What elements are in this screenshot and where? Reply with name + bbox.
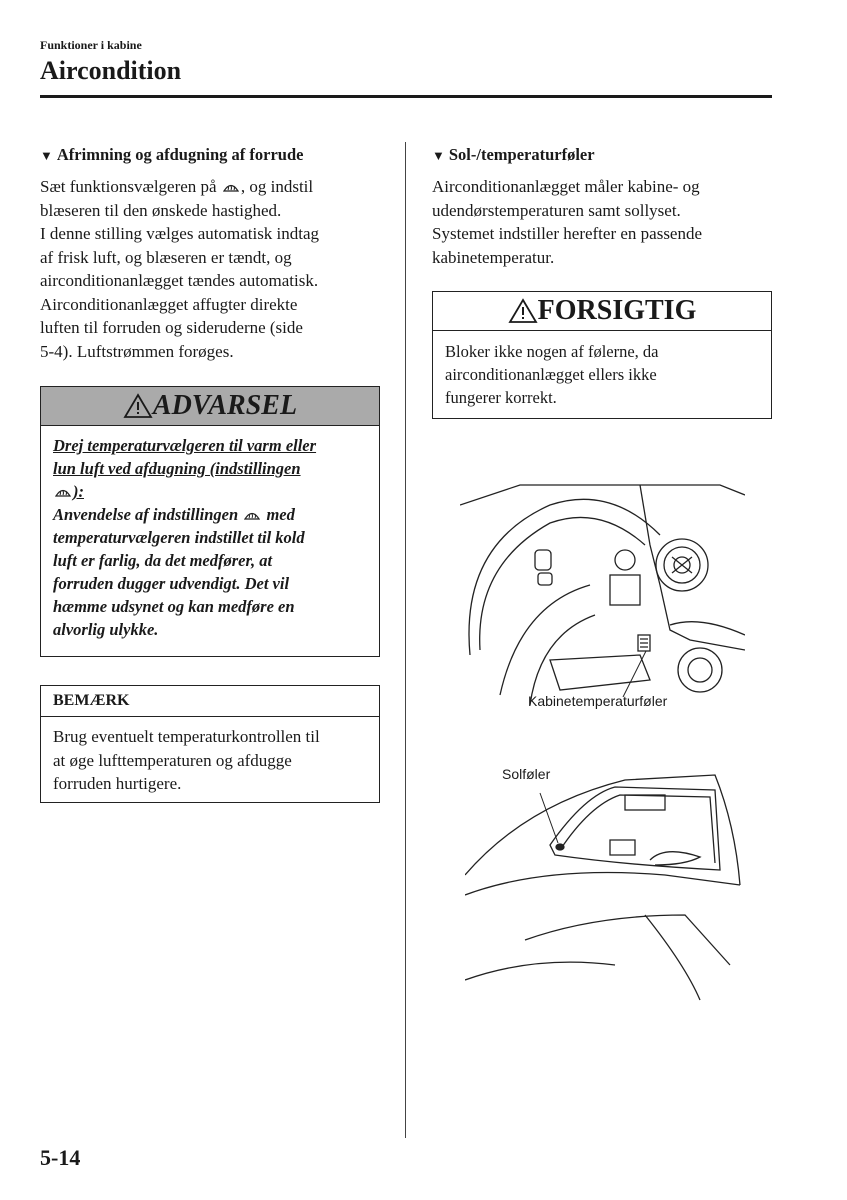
- column-divider: [405, 142, 406, 1138]
- warning-line: forruden dugger udvendigt. Det vil: [53, 574, 290, 593]
- defrost-section-heading: [40, 145, 380, 165]
- warning-line: hæmme udsynet og kan medføre en: [53, 597, 295, 616]
- defrost-paragraph: [40, 175, 380, 363]
- warning-line: temperaturvælgeren indstillet til kold: [53, 528, 305, 547]
- section-kicker: Funktioner i kabine: [40, 38, 142, 52]
- caution-header: [433, 292, 771, 331]
- para-line: 5-4). Luftstrømmen forøges.: [40, 341, 234, 361]
- warning-header: [41, 387, 379, 426]
- para-line: luften til forruden og sideruderne (side: [40, 318, 303, 337]
- para-line: Systemet indstiller herefter en passende: [432, 224, 703, 243]
- right-column: [432, 145, 772, 269]
- title-rule: [40, 95, 772, 98]
- para-line: af frisk luft, og blæseren er tændt, og: [40, 247, 292, 267]
- warning-triangle-icon: [508, 298, 538, 324]
- note-line: at øge lufttemperaturen og afdugge: [53, 750, 292, 770]
- warning-line: ):: [73, 482, 84, 501]
- left-column: [40, 145, 380, 363]
- warning-line: luft er farlig, da det medfører, at: [53, 551, 273, 570]
- note-title: BEMÆRK: [41, 686, 379, 717]
- defrost-icon: [243, 506, 261, 522]
- defrost-icon: [54, 483, 72, 499]
- para-text: Sæt funktionsvælgeren på: [40, 177, 217, 196]
- note-line: forruden hurtigere.: [53, 774, 182, 793]
- para-line: Airconditionanlægget affugter direkte: [40, 294, 298, 314]
- sensor-heading-text: Sol-/temperaturføler: [448, 145, 595, 164]
- defrost-icon: [222, 178, 240, 194]
- page-number: 5-14: [40, 1145, 81, 1170]
- cabin-sensor-label: Kabinetemperaturføler: [528, 693, 668, 709]
- defrost-heading-text: Afrimning og afdugning af forrude: [56, 145, 304, 164]
- warning-title: ADVARSEL: [152, 390, 298, 421]
- page-title: Aircondition: [40, 56, 182, 85]
- caution-line: fungerer korrekt.: [445, 388, 557, 407]
- para-line: kabinetemperatur.: [432, 247, 555, 267]
- sensor-section-heading: [432, 145, 772, 165]
- windshield-illustration: [465, 765, 745, 1005]
- note-body: [41, 717, 379, 804]
- warning-line: med: [262, 505, 295, 524]
- warning-body: [41, 426, 379, 649]
- triangle-down-icon: ▼: [432, 148, 445, 163]
- warning-line: Anvendelse af indstillingen: [53, 505, 239, 524]
- warning-line: Drej temperaturvælgeren til varm eller: [53, 436, 317, 455]
- caution-title: FORSIGTIG: [537, 295, 697, 326]
- caution-line: Bloker ikke nogen af følerne, da: [445, 342, 659, 361]
- caution-body: [433, 331, 771, 418]
- sensor-paragraph: [432, 175, 772, 269]
- sun-sensor-label: Solføler: [502, 766, 551, 782]
- note-box: [40, 685, 380, 803]
- triangle-down-icon: ▼: [40, 148, 53, 163]
- caution-box: [432, 291, 772, 419]
- warning-triangle-icon: [123, 393, 153, 419]
- para-text: , og indstil: [240, 177, 314, 196]
- para-line: airconditionanlægget tændes automatisk.: [40, 271, 319, 290]
- para-line: blæseren til den ønskede hastighed.: [40, 200, 282, 220]
- para-line: I denne stilling vælges automatisk indtag: [40, 224, 320, 243]
- para-line: udendørstemperaturen samt sollyset.: [432, 200, 681, 220]
- para-line: Airconditionanlægget måler kabine- og: [432, 177, 700, 196]
- warning-line: alvorlig ulykke.: [53, 620, 159, 639]
- note-line: Brug eventuelt temperaturkontrollen til: [53, 727, 320, 746]
- warning-box: [40, 386, 380, 657]
- dashboard-illustration: [460, 465, 745, 730]
- warning-line: lun luft ved afdugning (indstillingen: [53, 459, 301, 478]
- caution-line: airconditionanlægget ellers ikke: [445, 365, 657, 384]
